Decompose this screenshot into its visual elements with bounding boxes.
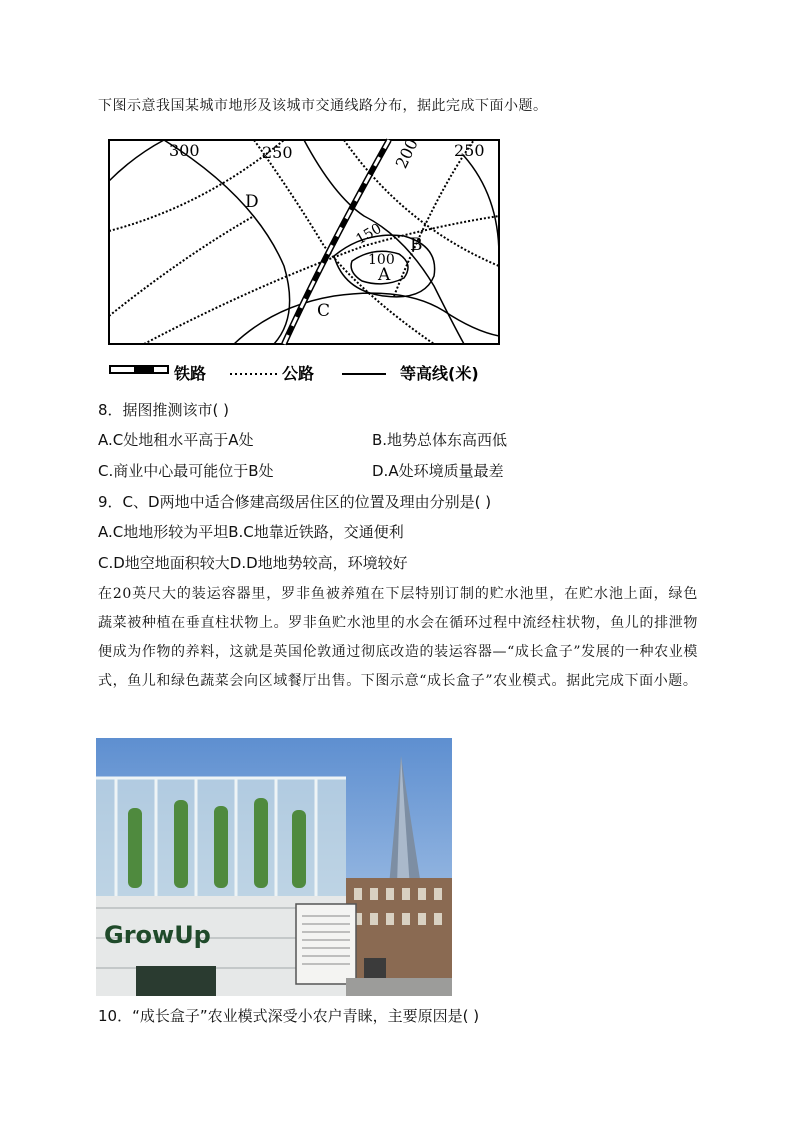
q9-options-ab: A.C地地形较为平坦B.C地靠近铁路，交通便利 [98, 523, 404, 541]
map-legend [110, 364, 479, 383]
q10-stem: 10．“成长盒子”农业模式深受小农户青睐，主要原因是( ) [98, 1007, 480, 1025]
legend-railway-label: 铁路 [174, 364, 207, 383]
growup-photo [96, 738, 452, 996]
railway-outer [284, 140, 389, 344]
point-C: C [317, 301, 331, 321]
growup-sign: GrowUp [104, 921, 211, 949]
q9-options-cd: C.D地空地面积较大D.D地地势较高，环境较好 [98, 554, 408, 572]
map-frame [109, 140, 499, 344]
q8-option-c: C.商业中心最可能位于B处 [98, 462, 274, 480]
contour-250-left [164, 140, 290, 344]
road-5 [109, 216, 254, 316]
road-3 [144, 216, 499, 344]
contour-250-right [464, 156, 499, 256]
contour-map [104, 136, 504, 386]
intro-text-2: 在20英尺大的装运容器里，罗非鱼被养殖在下层特别订制的贮水池里，在贮水池上面，绿色蔬菜被种植在垂直柱状物上。罗非鱼贮水池里的水会在循环过程中流经柱状物，鱼儿的排泄物便成为作物的养料，这就是英国伦敦通过彻底改造的装运容器—“成长盒子”发展的一种农业模式，鱼儿和绿色蔬菜会向区域餐厅出售。下图示意“成长盒子”农业模式。据此完成下面小题。 [98, 586, 698, 689]
label-100: 100 [368, 252, 395, 268]
point-B: B [410, 235, 423, 255]
contour-300 [109, 140, 164, 181]
label-250-right: 250 [454, 141, 485, 160]
legend-contour-label: 等高线(米) [400, 364, 479, 383]
legend-road-label: 公路 [282, 364, 315, 383]
q8-option-b: B.地势总体东高西低 [372, 431, 508, 449]
q9-stem: 9．C、D两地中适合修建高级居住区的位置及理由分别是( ) [98, 493, 492, 511]
pavement [346, 978, 452, 996]
label-250-left: 250 [262, 143, 293, 162]
label-300: 300 [169, 141, 200, 160]
q8-option-a: A.C处地租水平高于A处 [98, 431, 254, 449]
bins [136, 966, 216, 996]
q8-stem: 8．据图推测该市( ) [98, 401, 230, 419]
intro-text-1: 下图示意我国某城市地形及该城市交通线路分布，据此完成下面小题。 [98, 98, 548, 114]
point-D: D [245, 192, 259, 212]
point-A: A [378, 265, 391, 285]
label-150: 150 [353, 220, 385, 248]
q8-option-d: D.A处环境质量最差 [372, 462, 504, 480]
label-200: 200 [391, 136, 422, 172]
legend-railway-fill [134, 366, 154, 373]
